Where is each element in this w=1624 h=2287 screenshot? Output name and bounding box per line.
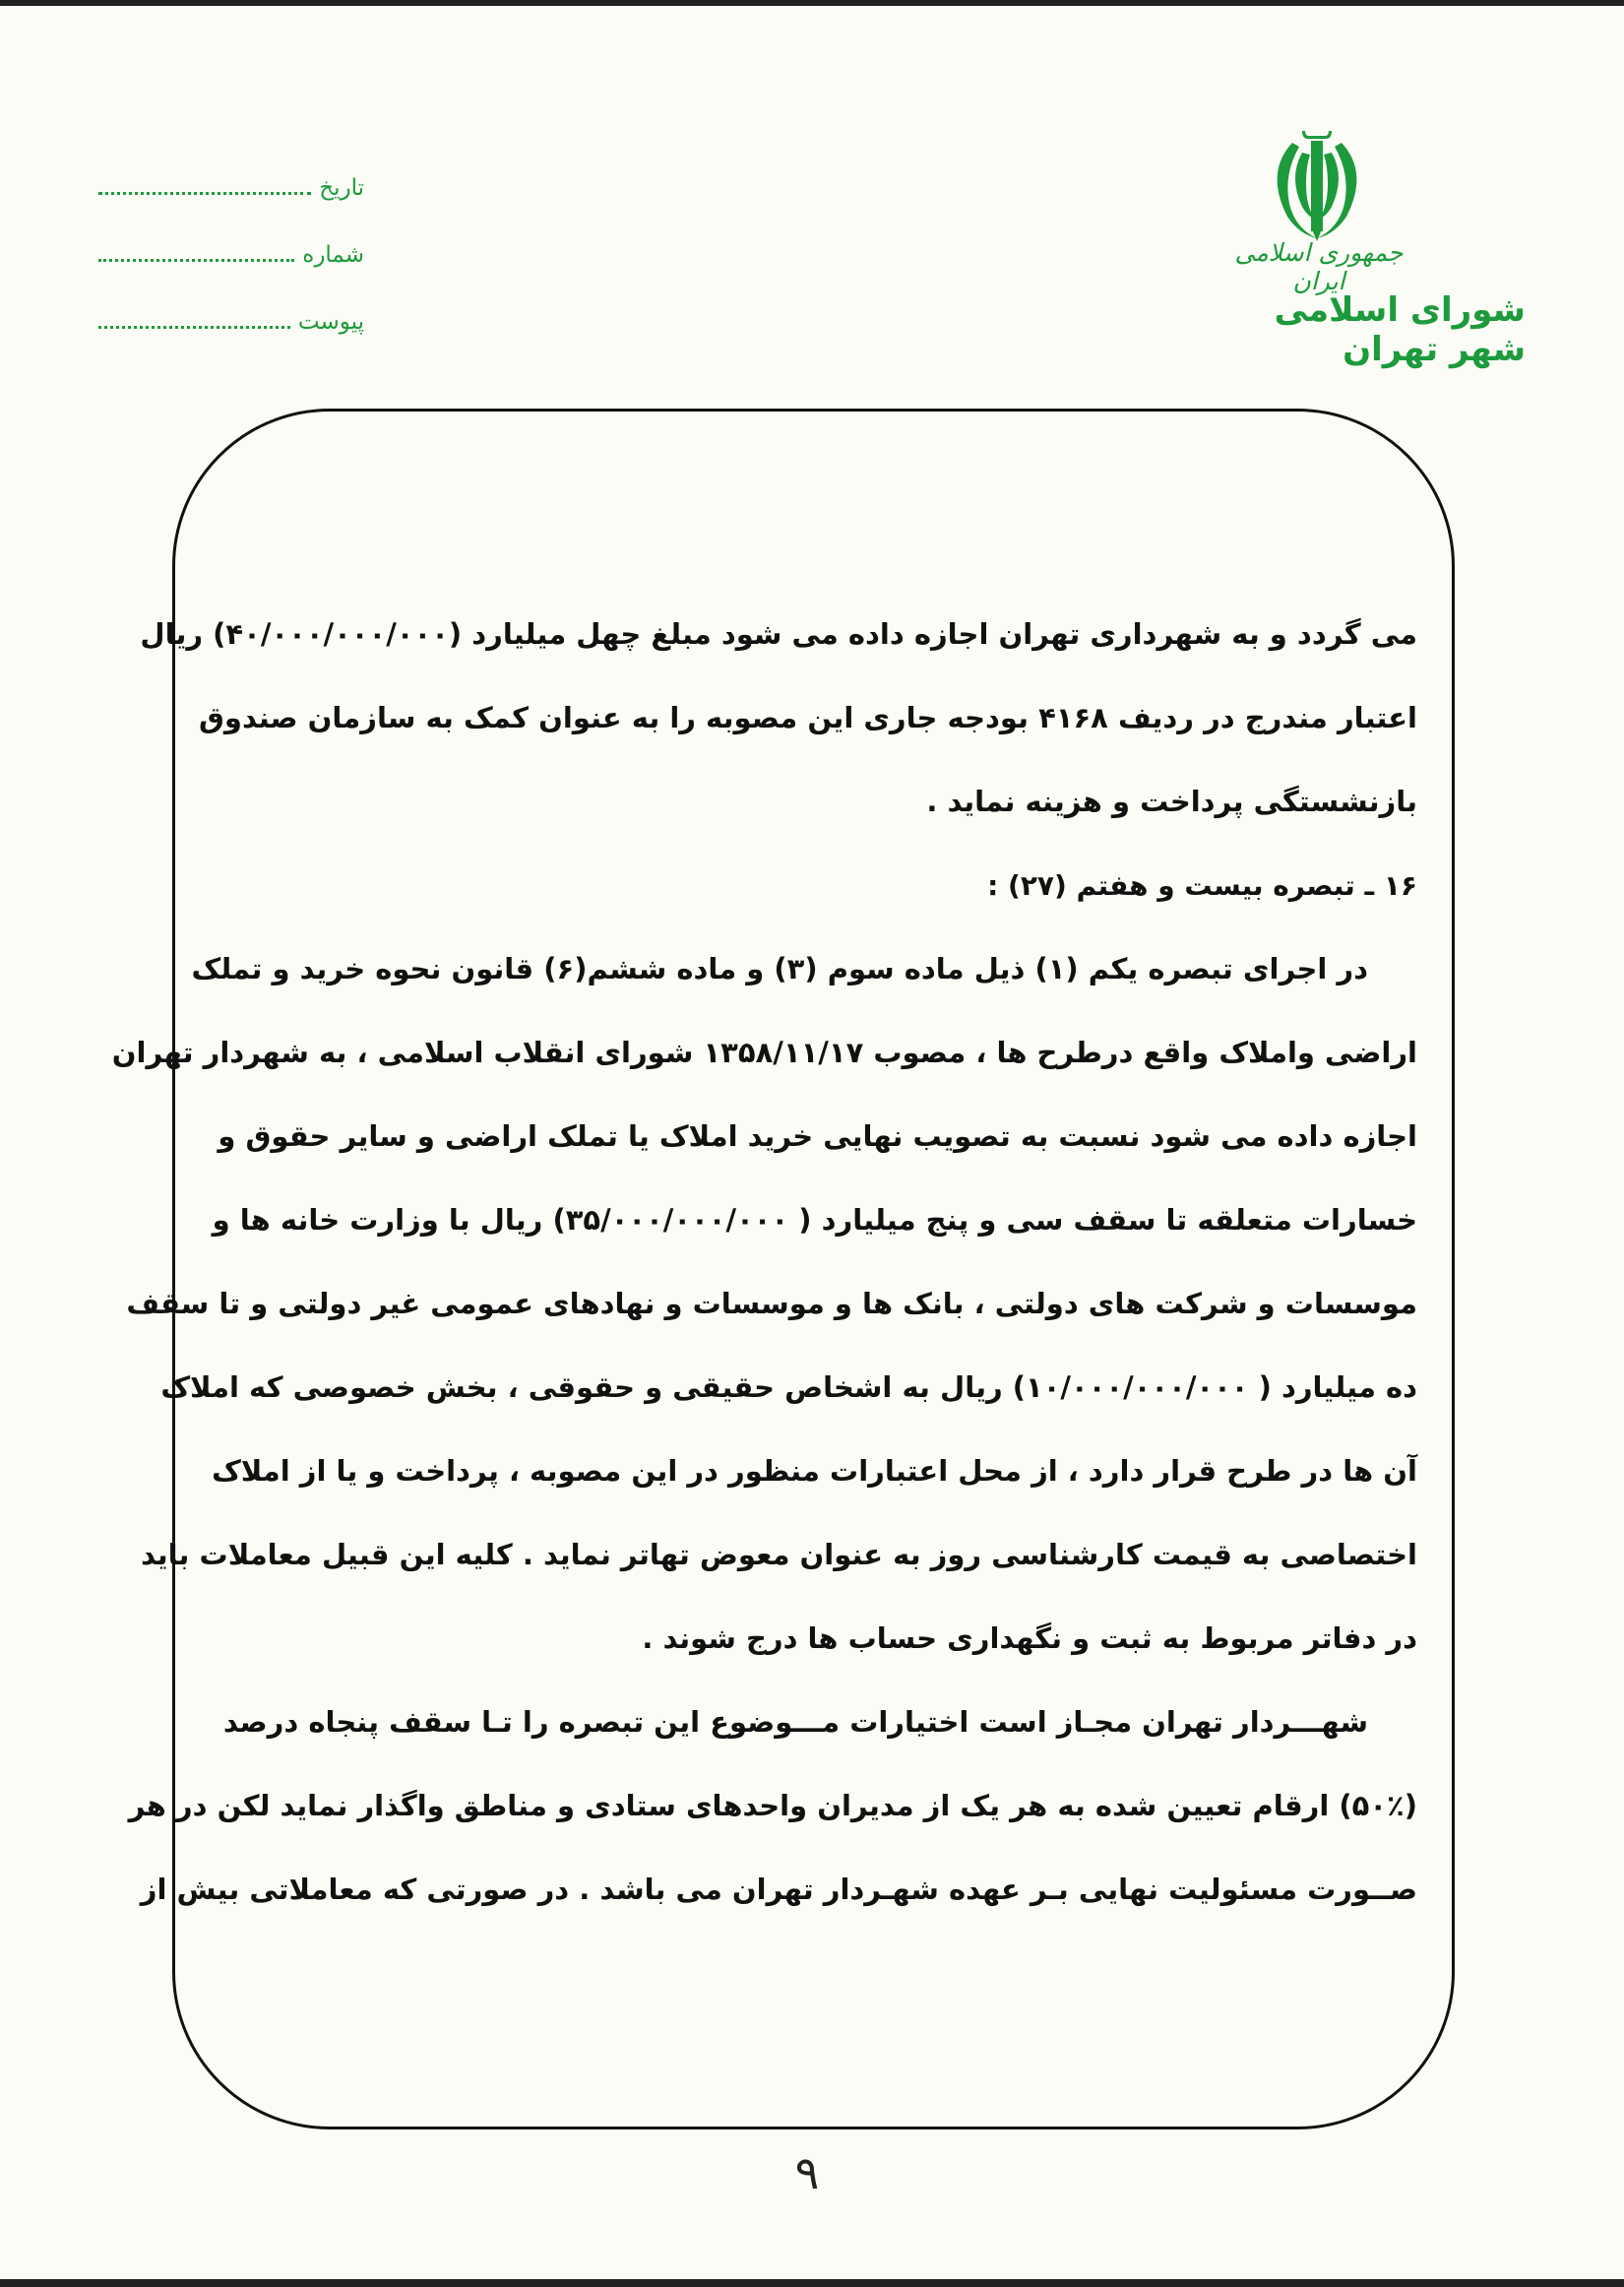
organization-title: شورای اسلامی شهر تهران <box>1274 290 1526 369</box>
text-line: اعتبار مندرج در ردیف ۴۱۶۸ بودجه جاری این مصوبه را به عنوان کمک به سازمان صندوق <box>199 701 1417 734</box>
iran-emblem-icon <box>1263 123 1371 256</box>
attachment-field <box>98 309 364 335</box>
text-line: شهـــردار تهران مجـاز است اختیارات مـــوضوع این تبصره را تـا سقف پنجاه درصد <box>222 1705 1368 1739</box>
page-number: ۹ <box>794 2146 820 2199</box>
attachment-label: پیوست <box>297 309 364 335</box>
emblem-caption: جمهوری اسلامی ایران <box>1234 238 1404 295</box>
text-line: موسسات و شرکت های دولتی ، بانک ها و موسسات و نهادهای عمومی غیر دولتی و تا سقف <box>126 1287 1417 1320</box>
date-label: تاریخ <box>319 175 364 201</box>
text-line: آن ها در طرح قرار دارد ، از محل اعتبارات منظور در این مصوبه ، پرداخت و یا از املاک <box>212 1454 1417 1488</box>
scan-edge-top <box>0 0 1624 6</box>
scan-edge-bottom <box>0 2279 1624 2287</box>
text-line: خسارات متعلقه تا سقف سی و پنج میلیارد ( ۳۵/۰۰۰/۰۰۰/۰۰۰) ریال با وزارت خانه ها و <box>212 1203 1417 1237</box>
text-line: صــورت مسئولیت نهایی بـر عهده شهـردار تهران می باشد . در صورتی که معاملاتی بیش از <box>140 1873 1417 1906</box>
text-line: می گردد و به شهرداری تهران اجازه داده می شود مبلغ چهل میلیارد (۴۰/۰۰۰/۰۰۰/۰۰۰) ریال <box>140 617 1417 651</box>
attachment-line <box>98 326 290 329</box>
text-line: ده میلیارد ( ۱۰/۰۰۰/۰۰۰/۰۰۰) ریال به اشخاص حقیقی و حقوقی ، بخش خصوصی که املاک <box>160 1370 1417 1404</box>
text-line: اختصاصی به قیمت کارشناسی روز به عنوان معوض تهاتر نماید . کلیه این قبیل معاملات باید <box>141 1538 1417 1571</box>
date-field <box>98 175 364 201</box>
text-line: در دفاتر مربوط به ثبت و نگهداری حساب ها درج شوند . <box>642 1621 1417 1655</box>
number-field <box>98 242 364 268</box>
text-line: بازنشستگی پرداخت و هزینه نماید . <box>926 785 1417 818</box>
date-line <box>98 192 311 195</box>
text-line: اجازه داده می شود نسبت به تصویب نهایی خرید املاک یا تملک اراضی و سایر حقوق و <box>218 1119 1417 1153</box>
text-line: (۵۰٪) ارقام تعیین شده به هر یک از مدیران واحدهای ستادی و مناطق واگذار نماید لکن در هر <box>128 1789 1417 1822</box>
number-line <box>98 259 294 262</box>
text-line: در اجرای تبصره یکم (۱) ذیل ماده سوم (۳) و ماده ششم(۶) قانون نحوه خرید و تملک <box>191 952 1368 985</box>
section-heading: ۱۶ ـ تبصره بیست و هفتم (۲۷) : <box>987 869 1417 902</box>
text-line: اراضی واملاک واقع درطرح ها ، مصوب ۱۳۵۸/۱۱/۱۷ شورای انقلاب اسلامی ، به شهردار تهران <box>111 1036 1417 1069</box>
document-body <box>111 593 1417 1932</box>
number-label: شماره <box>302 242 364 268</box>
